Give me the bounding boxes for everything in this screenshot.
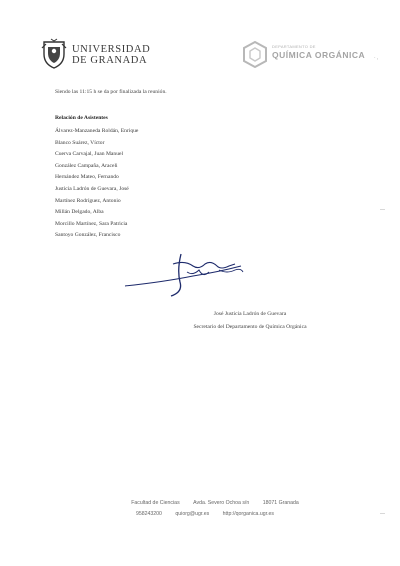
footer-street: Avda. Severo Ochoa s/n — [193, 500, 250, 506]
footer-contact — [0, 511, 400, 517]
footer-faculty: Facultad de Ciencias — [131, 500, 180, 506]
signer-name: José Justicia Ladrón de Guevara — [213, 311, 287, 317]
list-item: Morcillo Martínez, Sara Patricia — [55, 220, 128, 227]
list-item: Justicia Ladrón de Guevara, José — [55, 185, 129, 192]
university-line-1: UNIVERSIDAD — [72, 44, 151, 55]
margin-mark: — — [380, 511, 385, 517]
list-item: Martínez Rodríguez, Antonio — [55, 197, 121, 204]
list-item: Millán Delgado, Alba — [55, 209, 104, 216]
list-item: Santoyo González, Francisco — [55, 232, 121, 239]
list-item: Hernández Mateo, Fernando — [55, 174, 119, 181]
handwritten-signature — [123, 252, 248, 302]
department-name: QUÍMICA ORGÁNICA — [272, 50, 366, 60]
footer-email[interactable]: quiorg@ugr.es — [175, 511, 210, 517]
ugr-crest-icon — [40, 38, 68, 70]
closing-statement: Siendo las 11:15 h se da por finalizada la reunión. — [55, 89, 167, 95]
margin-mark: — — [380, 207, 385, 213]
signer-role: Secretario del Departamento de Química Orgánica — [193, 324, 307, 330]
list-item: Álvarez-Manzaneda Roldán, Enrique — [55, 128, 139, 134]
list-item: Blanco Suárez, Víctor — [55, 139, 105, 146]
university-name — [72, 44, 150, 66]
footer-web[interactable]: http://qorganica.ugr.es — [222, 511, 275, 517]
attendees-title: Relación de Asistentes — [55, 115, 108, 121]
university-line-2: DE GRANADA — [72, 55, 148, 66]
footer-phone: 958243200 — [135, 511, 162, 517]
department-label: DEPARTAMENTO DE — [272, 44, 316, 49]
list-item: Cuerva Carvajal, Juan Manuel — [55, 151, 124, 158]
hexagon-molecule-icon — [243, 41, 267, 68]
footer-city: 18071 Granada — [262, 500, 299, 506]
margin-mark: · , — [374, 55, 379, 61]
footer-address — [0, 500, 400, 506]
list-item: González Campaña, Araceli — [55, 162, 118, 169]
attendees-list — [55, 126, 138, 242]
